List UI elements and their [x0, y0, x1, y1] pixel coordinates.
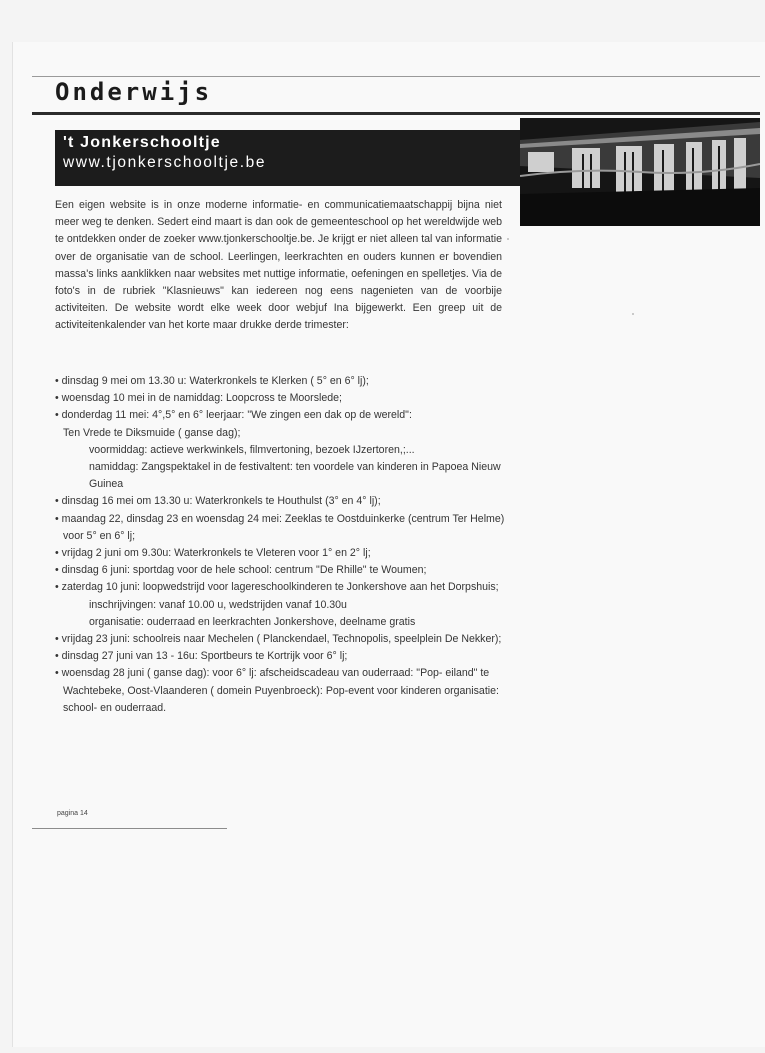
- activity-item: • donderdag 11 mei: 4°,5° en 6° leerjaar: "We zingen een dak op de wereld":: [55, 407, 507, 424]
- scan-speck: [632, 313, 634, 315]
- header-thin-rule: [32, 76, 760, 77]
- school-url: www.tjonkerschooltje.be: [63, 154, 267, 171]
- article-banner: [55, 130, 520, 186]
- activity-detail: organisatie: ouderraad en leerkrachten Jonkershove, deelname gratis: [89, 615, 416, 628]
- activity-item: • zaterdag 10 juni: loopwedstrijd voor lagereschoolkinderen te Jonkershove aan het Dorpshuis;: [55, 579, 507, 596]
- activity-item: • woensdag 10 mei in de namiddag: Loopcross te Moorslede;: [55, 390, 507, 407]
- section-title: Onderwijs: [55, 78, 213, 106]
- activity-detail: namiddag: Zangspektakel in de festivaltent: ten voordele van kinderen in Papoea Nieuw Guinea: [89, 461, 501, 491]
- activity-item: • dinsdag 27 juni van 13 - 16u: Sportbeurs te Kortrijk voor 6° lj;: [55, 648, 507, 665]
- header-rule: [32, 112, 760, 115]
- activity-item: • maandag 22, dinsdag 23 en woensdag 24 mei: Zeeklas te Oostduinkerke (centrum Ter Helme) voor 5° en 6° lj;: [55, 511, 507, 545]
- school-name: 't Jonkerschooltje: [63, 134, 221, 151]
- footer-rule: [32, 828, 227, 829]
- activity-item: • vrijdag 23 juni: schoolreis naar Mechelen ( Planckendael, Technopolis, speelplein De Nekker);: [55, 631, 507, 648]
- activity-item: • dinsdag 16 mei om 13.30 u: Waterkronkels te Houthulst (3° en 4° lj);: [55, 493, 507, 510]
- activity-item: • dinsdag 9 mei om 13.30 u: Waterkronkels te Klerken ( 5° en 6° lj);: [55, 373, 507, 390]
- intro-paragraph: Een eigen website is in onze moderne informatie- en communicatiemaatschappij bijna niet meer weg te denken. Sedert eind maart is dan ook de gemeenteschool op het wereldwijde web te ontdekken onder de zoeker www.tjonkerschooltje.be. Je krijgt er niet alleen tal van informatie over de organisatie van de school. Leerlingen, leerkrachten en ouders kunnen er bovendien massa's links aanklikken naar websites met nuttige informatie, oefeningen en spelletjes. Via de foto's in de rubriek "Klasnieuws" kan iedereen nog eens nagenieten van de voorbije activiteiten. De website wordt elke week door webjuf Ina bijgewerkt. Een greep uit de activiteitenkalender van het korte maar drukke derde trimester:: [55, 199, 502, 332]
- activity-item: • dinsdag 6 juni: sportdag voor de hele school: centrum "De Rhille" te Woumen;: [55, 562, 507, 579]
- activity-detail: inschrijvingen: vanaf 10.00 u, wedstrijden vanaf 10.30u: [89, 598, 347, 611]
- activity-detail: Ten Vrede te Diksmuide ( ganse dag);: [63, 426, 241, 439]
- activity-calendar: [55, 373, 507, 717]
- school-building-icon: [520, 118, 760, 226]
- page-number: pagina 14: [57, 810, 88, 817]
- activity-item: • vrijdag 2 juni om 9.30u: Waterkronkels te Vleteren voor 1° en 2° lj;: [55, 545, 507, 562]
- activity-detail: voormiddag: actieve werkwinkels, filmvertoning, bezoek IJzertoren,;...: [89, 443, 415, 456]
- activity-item: • woensdag 28 juni ( ganse dag): voor 6° lj: afscheidscadeau van ouderraad: "Pop- eiland" te Wachtebeke, Oost-Vlaanderen ( domein Puyenbroeck): Pop-event voor kinderen organisatie: school- en ouderraad.: [55, 665, 507, 717]
- scan-speck: [507, 238, 509, 240]
- school-building-photo: [520, 118, 760, 226]
